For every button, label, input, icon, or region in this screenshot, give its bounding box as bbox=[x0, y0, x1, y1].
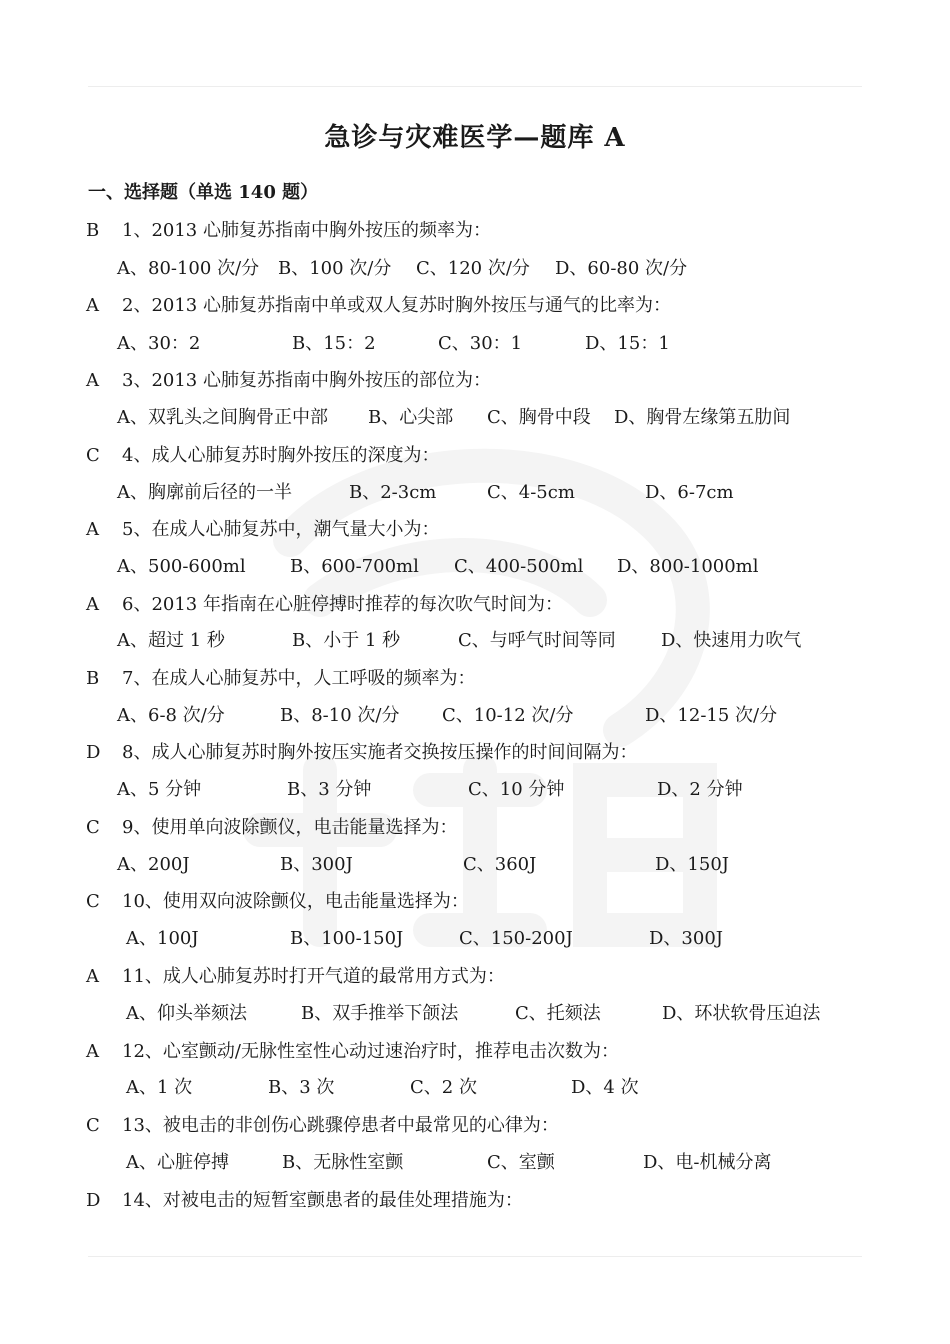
option-c: C、托颏法 bbox=[515, 1003, 601, 1024]
answer-key: A bbox=[86, 594, 99, 615]
question-item bbox=[86, 1111, 559, 1137]
option-row bbox=[0, 924, 760, 948]
option-row bbox=[0, 403, 791, 428]
option-d: D、环状软骨压迫法 bbox=[662, 1003, 821, 1024]
option-a: A、6-8 次/分 bbox=[117, 705, 225, 726]
option-b: B、3 次 bbox=[268, 1077, 335, 1098]
answer-key: A bbox=[86, 519, 99, 540]
answer-key: D bbox=[86, 1190, 101, 1211]
answer-key: C bbox=[86, 445, 100, 466]
option-a: A、1 次 bbox=[126, 1077, 193, 1098]
option-a: A、5 分钟 bbox=[117, 779, 202, 800]
option-a: A、30：2 bbox=[117, 333, 201, 354]
question-text: 1、2013 心肺复苏指南中胸外按压的频率为： bbox=[122, 220, 491, 241]
option-d: D、胸骨左缘第五肋间 bbox=[614, 407, 791, 428]
option-b: B、3 分钟 bbox=[287, 779, 372, 800]
question-text: 3、2013 心肺复苏指南中胸外按压的部位为： bbox=[122, 370, 491, 391]
option-row bbox=[0, 850, 760, 874]
option-d: D、4 次 bbox=[571, 1077, 639, 1098]
question-item bbox=[86, 441, 439, 467]
question-item bbox=[86, 664, 475, 690]
answer-key: B bbox=[86, 220, 100, 241]
question-item bbox=[86, 1186, 523, 1212]
option-b: B、2-3cm bbox=[349, 482, 437, 503]
question-text: 12、心室颤动/无脉性室性心动过速治疗时，推荐电击次数为： bbox=[122, 1041, 619, 1062]
question-item bbox=[86, 738, 637, 764]
option-c: C、150-200J bbox=[459, 928, 573, 949]
option-row bbox=[0, 999, 821, 1024]
option-d: D、快速用力吹气 bbox=[661, 630, 802, 651]
option-c: C、10 分钟 bbox=[468, 779, 565, 800]
option-a: A、80-100 次/分 bbox=[117, 258, 260, 279]
question-item bbox=[86, 216, 491, 242]
option-c: C、30：1 bbox=[438, 333, 523, 354]
option-b: B、双手推举下颌法 bbox=[301, 1003, 459, 1024]
option-c: C、室颤 bbox=[487, 1152, 555, 1173]
question-text: 4、成人心肺复苏时胸外按压的深度为： bbox=[122, 445, 440, 466]
question-item bbox=[86, 1037, 619, 1063]
answer-key: B bbox=[86, 668, 100, 689]
option-d: D、6-7cm bbox=[645, 482, 734, 503]
option-a: A、200J bbox=[117, 854, 190, 875]
option-row bbox=[0, 1073, 760, 1097]
option-a: A、超过 1 秒 bbox=[117, 630, 225, 651]
question-text: 5、在成人心肺复苏中，潮气量大小为： bbox=[122, 519, 440, 540]
answer-key: A bbox=[86, 966, 99, 987]
answer-key: C bbox=[86, 817, 100, 838]
option-c: C、4-5cm bbox=[487, 482, 575, 503]
question-item bbox=[86, 887, 469, 913]
option-row bbox=[0, 329, 760, 353]
option-row bbox=[0, 254, 760, 278]
question-item bbox=[86, 515, 439, 541]
option-c: C、10-12 次/分 bbox=[442, 705, 574, 726]
answer-key: A bbox=[86, 370, 99, 391]
question-item bbox=[86, 813, 457, 839]
option-d: D、300J bbox=[649, 928, 724, 949]
option-a: A、胸廓前后径的一半 bbox=[117, 482, 292, 503]
option-c: C、360J bbox=[463, 854, 537, 875]
option-a: A、500-600ml bbox=[117, 556, 246, 577]
option-d: D、电-机械分离 bbox=[643, 1152, 772, 1173]
answer-key: A bbox=[86, 295, 99, 316]
question-item bbox=[86, 962, 505, 988]
option-c: C、胸骨中段 bbox=[487, 407, 591, 428]
question-text: 8、成人心肺复苏时胸外按压实施者交换按压操作的时间间隔为： bbox=[122, 742, 638, 763]
option-b: B、300J bbox=[280, 854, 353, 875]
question-item bbox=[86, 590, 563, 616]
option-row bbox=[0, 775, 760, 799]
option-b: B、无脉性室颤 bbox=[282, 1152, 404, 1173]
question-text: 10、使用双向波除颤仪，电击能量选择为： bbox=[122, 891, 469, 912]
option-b: B、小于 1 秒 bbox=[292, 630, 401, 651]
answer-key: D bbox=[86, 742, 101, 763]
option-a: A、双乳头之间胸骨正中部 bbox=[117, 407, 328, 428]
option-row bbox=[0, 552, 760, 576]
option-c: C、与呼气时间等同 bbox=[458, 630, 616, 651]
answer-key: C bbox=[86, 891, 100, 912]
answer-key: C bbox=[86, 1115, 100, 1136]
question-text: 11、成人心肺复苏时打开气道的最常用方式为： bbox=[122, 966, 505, 987]
question-text: 6、2013 年指南在心脏停搏时推荐的每次吹气时间为： bbox=[122, 594, 563, 615]
question-text: 13、被电击的非创伤心跳骤停患者中最常见的心律为： bbox=[122, 1115, 559, 1136]
question-text: 7、在成人心肺复苏中，人工呼吸的频率为： bbox=[122, 668, 476, 689]
footer-divider bbox=[88, 1256, 862, 1257]
answer-key: A bbox=[86, 1041, 99, 1062]
option-b: B、8-10 次/分 bbox=[280, 705, 400, 726]
option-a: A、心脏停搏 bbox=[126, 1152, 229, 1173]
option-row bbox=[0, 626, 802, 651]
option-d: D、15：1 bbox=[585, 333, 670, 354]
option-a: A、仰头举颏法 bbox=[126, 1003, 247, 1024]
option-row bbox=[0, 1148, 772, 1173]
question-text: 2、2013 心肺复苏指南中单或双人复苏时胸外按压与通气的比率为： bbox=[122, 295, 671, 316]
option-b: B、心尖部 bbox=[368, 407, 454, 428]
option-b: B、15：2 bbox=[292, 333, 376, 354]
header-divider bbox=[88, 86, 862, 87]
option-d: D、12-15 次/分 bbox=[645, 705, 778, 726]
question-text: 14、对被电击的短暂室颤患者的最佳处理措施为： bbox=[122, 1190, 523, 1211]
question-text: 9、使用单向波除颤仪，电击能量选择为： bbox=[122, 817, 458, 838]
option-c: C、400-500ml bbox=[454, 556, 584, 577]
section-heading: 一、选择题（单选 140 题） bbox=[88, 182, 319, 203]
page-title: 急诊与灾难医学—题库 A bbox=[324, 123, 626, 153]
option-row bbox=[0, 701, 778, 726]
question-item bbox=[86, 366, 491, 392]
option-b: B、100 次/分 bbox=[278, 258, 392, 279]
option-b: B、100-150J bbox=[290, 928, 404, 949]
option-a: A、100J bbox=[126, 928, 199, 949]
option-c: C、120 次/分 bbox=[416, 258, 530, 279]
option-d: D、800-1000ml bbox=[617, 556, 759, 577]
question-item bbox=[86, 291, 671, 317]
option-d: D、150J bbox=[655, 854, 730, 875]
option-d: D、2 分钟 bbox=[657, 779, 743, 800]
option-row bbox=[0, 478, 760, 502]
option-d: D、60-80 次/分 bbox=[555, 258, 688, 279]
option-b: B、600-700ml bbox=[290, 556, 419, 577]
option-c: C、2 次 bbox=[410, 1077, 477, 1098]
